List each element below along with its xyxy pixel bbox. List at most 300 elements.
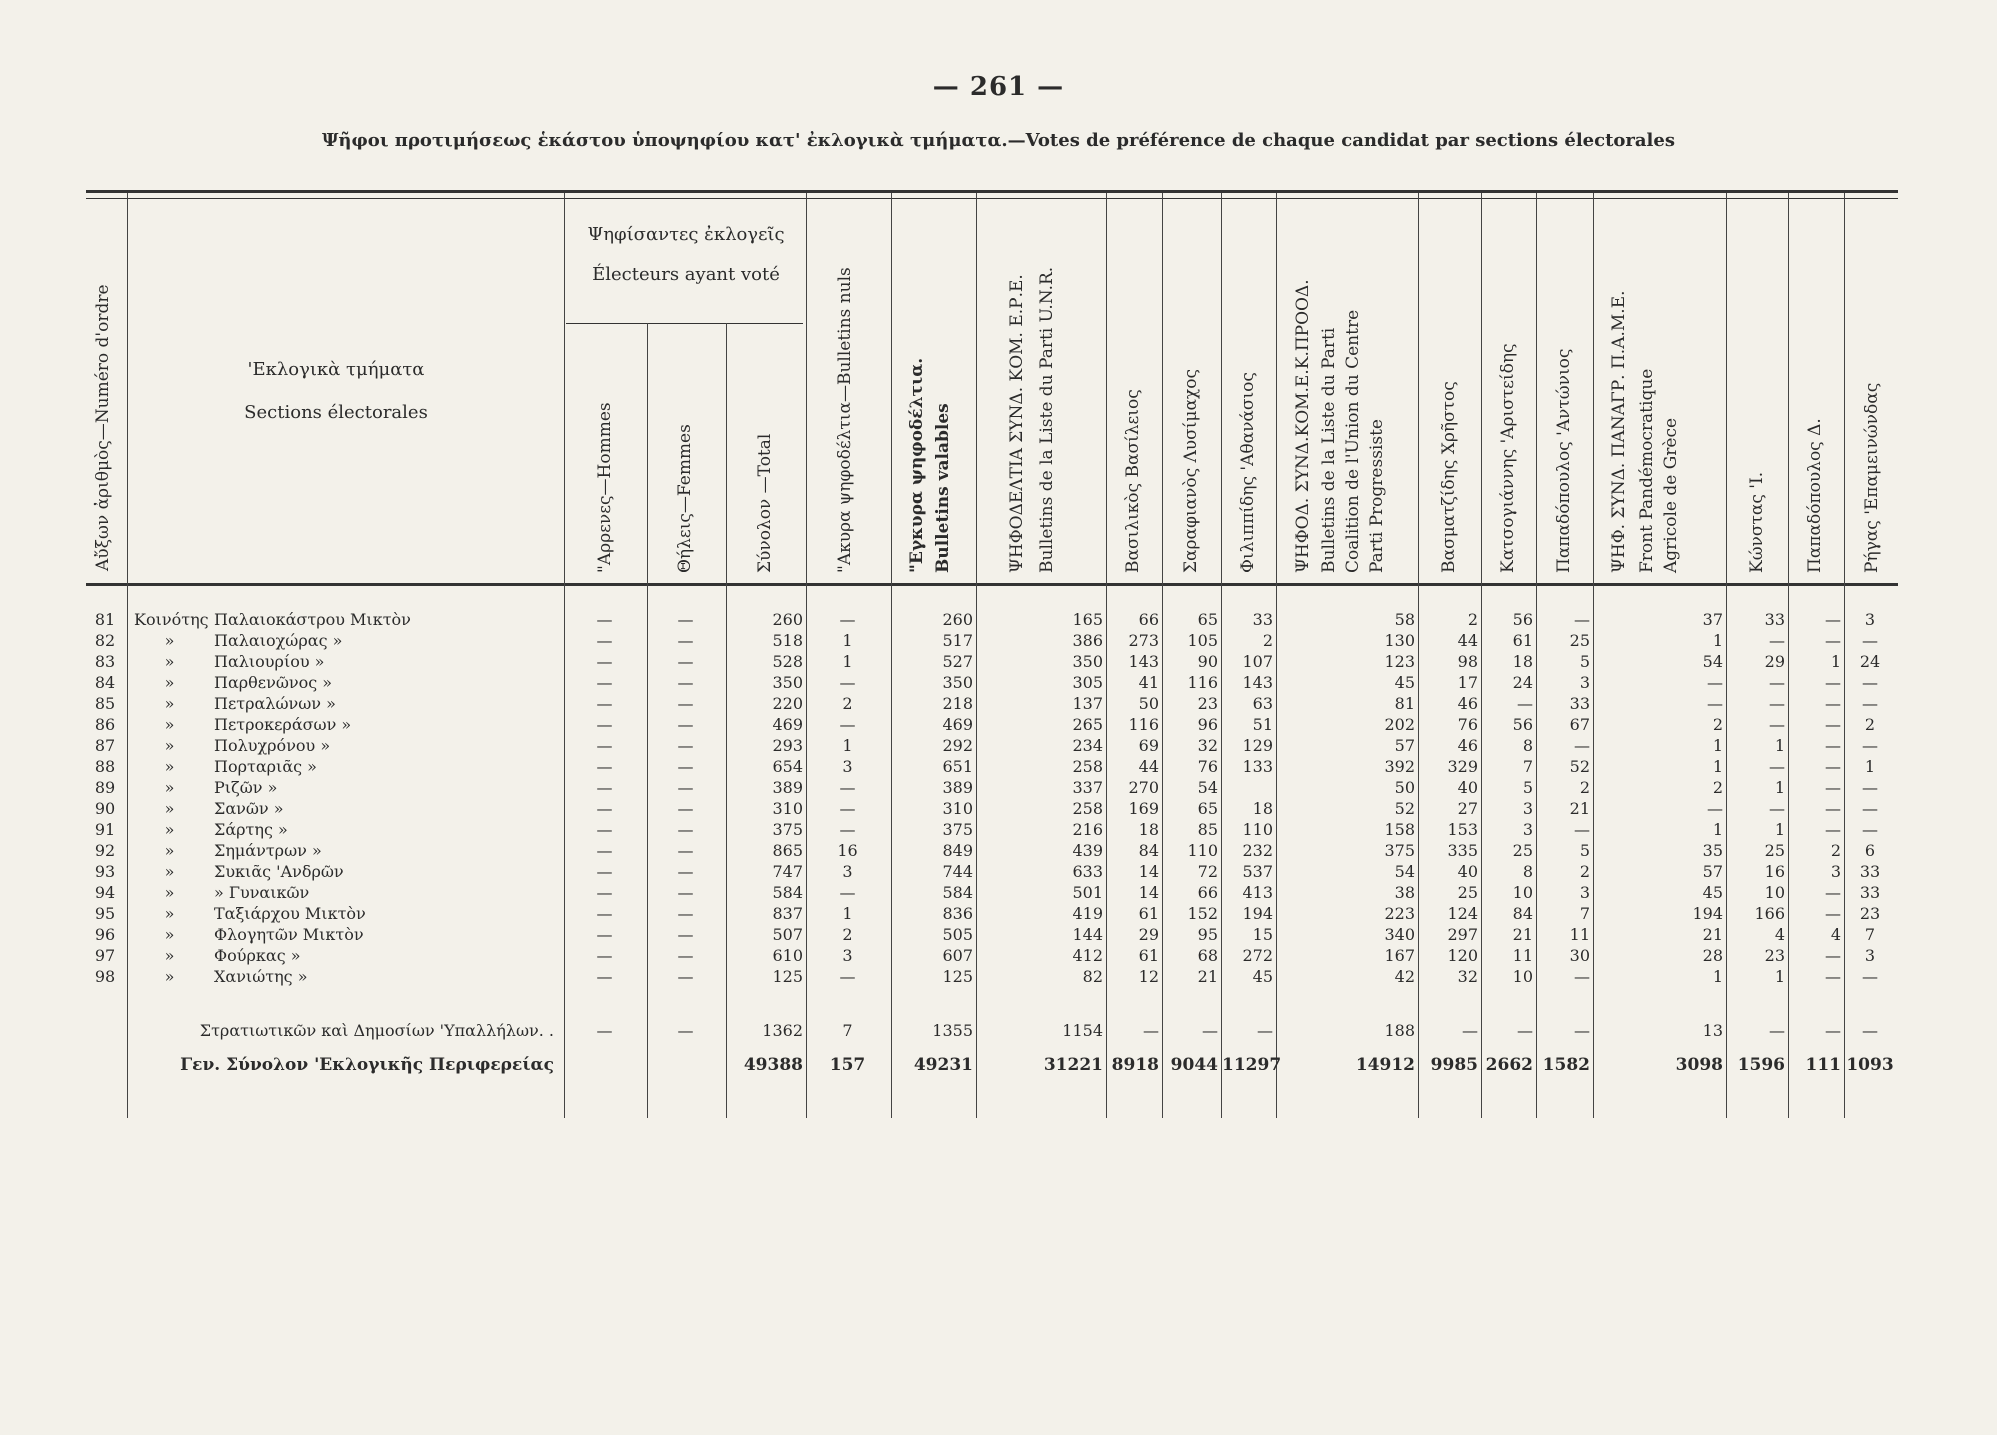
cell-c9: 3 [1864, 946, 1876, 965]
header-ek-4: Parti Progressiste [1367, 419, 1387, 573]
cell-c3: 45 [1252, 967, 1273, 986]
cell-v: 607 [942, 946, 973, 965]
cell-c1: 116 [1128, 715, 1159, 734]
cell-t: 528 [772, 652, 803, 671]
row-prefix: » [164, 652, 175, 671]
cell-c3: 143 [1242, 673, 1273, 692]
cell-c8: — [1825, 904, 1841, 923]
cell-c9: — [1862, 778, 1878, 797]
cell-v: 350 [942, 673, 973, 692]
header-konstas: Κώνστας 'Ι. [1747, 471, 1767, 573]
cell-c6: 3 [1579, 883, 1590, 902]
row-number: 86 [94, 715, 116, 734]
cell-c3: 15 [1252, 925, 1273, 944]
cell-v: 389 [942, 778, 973, 797]
cell-pame: 21 [1702, 925, 1723, 944]
cell-c5: 56 [1512, 610, 1533, 629]
cell-c4: — [1462, 1021, 1478, 1040]
cell-c8: — [1825, 736, 1841, 755]
cell-n: — [839, 820, 856, 839]
cell-c1: 29 [1138, 925, 1159, 944]
cell-c2: — [1202, 1021, 1218, 1040]
cell-c4: 27 [1457, 799, 1478, 818]
cell-t: 375 [772, 820, 803, 839]
cell-n: — [839, 799, 856, 818]
cell-c8: — [1825, 946, 1841, 965]
cell-c1: 8918 [1111, 1055, 1159, 1075]
cell-pame: — [1707, 694, 1723, 713]
section-name: Παλιουρίου » [214, 652, 325, 671]
cell-c4: 9985 [1430, 1055, 1478, 1075]
cell-t: 865 [772, 841, 803, 860]
row-number: 90 [94, 799, 116, 818]
cell-n: 2 [842, 925, 853, 944]
cell-c4: 124 [1447, 904, 1478, 923]
cell-c4: 329 [1447, 757, 1478, 776]
section-name: » Γυναικῶν [214, 883, 310, 902]
section-name: Συκιᾶς 'Ανδρῶν [214, 862, 344, 881]
cell-c3: 51 [1252, 715, 1273, 734]
cell-pame: 28 [1702, 946, 1723, 965]
cell-c4: 17 [1457, 673, 1478, 692]
cell-c9: — [1862, 673, 1878, 692]
cell-f: — [677, 883, 694, 902]
cell-c5: 2662 [1485, 1055, 1533, 1075]
cell-t: 469 [772, 715, 803, 734]
cell-c8: — [1825, 799, 1841, 818]
cell-c3: 537 [1242, 862, 1273, 881]
row-number: 98 [94, 967, 116, 986]
cell-c6: — [1574, 610, 1590, 629]
cell-pame: 37 [1702, 610, 1723, 629]
cell-v: 527 [942, 652, 973, 671]
cell-ere: 258 [1072, 757, 1103, 776]
header-rigas: Ρήγας 'Επαμεινώνδας [1862, 382, 1882, 573]
row-prefix: » [164, 925, 175, 944]
cell-c7: — [1769, 799, 1785, 818]
cell-c8: 111 [1805, 1055, 1841, 1075]
cell-n: 3 [842, 946, 853, 965]
cell-ere: 234 [1072, 736, 1103, 755]
cell-c6: 2 [1579, 862, 1590, 881]
cell-c4: 335 [1447, 841, 1478, 860]
cell-h: — [596, 820, 613, 839]
cell-v: 310 [942, 799, 973, 818]
cell-c2: 76 [1197, 757, 1218, 776]
section-name: Σάρτης » [214, 820, 288, 839]
row-number: 92 [94, 841, 116, 860]
row-number: 89 [94, 778, 116, 797]
cell-c1: 273 [1128, 631, 1159, 650]
cell-c8: 4 [1830, 925, 1841, 944]
cell-c6: — [1574, 736, 1590, 755]
cell-c7: — [1769, 1021, 1785, 1040]
cell-t: 125 [772, 967, 803, 986]
cell-c2: 32 [1197, 736, 1218, 755]
cell-v: 836 [942, 904, 973, 923]
cell-n: 3 [842, 862, 853, 881]
cell-c9: — [1862, 631, 1878, 650]
cell-v: 849 [942, 841, 973, 860]
section-name: Ριζῶν » [214, 778, 278, 797]
cell-c1: 18 [1138, 820, 1159, 839]
cell-c2: 68 [1197, 946, 1218, 965]
cell-ere: 144 [1072, 925, 1103, 944]
row-number: 91 [94, 820, 116, 839]
cell-c4: 25 [1457, 883, 1478, 902]
section-name: Ταξιάρχου Μικτὸν [214, 904, 366, 923]
row-prefix: » [164, 631, 175, 650]
cell-h: — [596, 757, 613, 776]
cell-h: — [596, 967, 613, 986]
header-ordre: Αὔξων ἀριθμὸς—Numéro d'ordre [93, 284, 113, 571]
cell-t: 837 [772, 904, 803, 923]
cell-c2: 54 [1197, 778, 1218, 797]
row-prefix: » [164, 778, 175, 797]
table-row [86, 609, 1898, 630]
cell-c3: — [1257, 1021, 1273, 1040]
cell-f: — [677, 694, 694, 713]
row-prefix: » [164, 883, 175, 902]
cell-n: — [839, 673, 856, 692]
cell-n: — [839, 883, 856, 902]
row-number: 81 [94, 610, 116, 629]
section-name: Σημάντρων » [214, 841, 322, 860]
cell-c2: 95 [1197, 925, 1218, 944]
cell-n: 157 [829, 1055, 866, 1075]
cell-c4: 46 [1457, 736, 1478, 755]
cell-pame: — [1707, 673, 1723, 692]
cell-c9: 1 [1864, 757, 1876, 776]
cell-pame: — [1707, 799, 1723, 818]
cell-t: 310 [772, 799, 803, 818]
cell-c1: 143 [1128, 652, 1159, 671]
header-hommes: "Αρρενες—Hommes [595, 402, 615, 573]
cell-c1: — [1143, 1021, 1159, 1040]
cell-c1: 12 [1138, 967, 1159, 986]
row-prefix: » [164, 946, 175, 965]
cell-ere: 258 [1072, 799, 1103, 818]
page-title: Ψῆφοι προτιμήσεως ἑκάστου ὑποψηφίου κατ' ἐκλογικὰ τμήματα.—Votes de préférence de chaque candidat par sections électorales [322, 130, 1675, 151]
cell-ere: 305 [1072, 673, 1103, 692]
row-prefix: » [164, 820, 175, 839]
row-prefix: » [164, 694, 175, 713]
cell-c6: — [1574, 967, 1590, 986]
cell-f: — [677, 610, 694, 629]
cell-c6: 21 [1569, 799, 1590, 818]
cell-ek: 158 [1384, 820, 1415, 839]
cell-pame: 1 [1712, 967, 1723, 986]
cell-pame: 35 [1702, 841, 1723, 860]
cell-c1: 50 [1138, 694, 1159, 713]
header-valables-fr: Bulletins valables [933, 403, 953, 573]
cell-ere: 216 [1072, 820, 1103, 839]
cell-c8: — [1825, 820, 1841, 839]
cell-c3: 413 [1242, 883, 1273, 902]
section-name: Πορταριᾶς » [214, 757, 317, 776]
header-femmes: Θήλεις—Femmes [675, 424, 695, 573]
cell-c6: 67 [1569, 715, 1590, 734]
cell-c1: 84 [1138, 841, 1159, 860]
cell-c5: 84 [1512, 904, 1533, 923]
cell-n: — [839, 967, 856, 986]
cell-ek: 223 [1384, 904, 1415, 923]
cell-f: — [677, 967, 694, 986]
cell-ek: 52 [1394, 799, 1415, 818]
cell-c1: 61 [1138, 946, 1159, 965]
cell-ere: 82 [1082, 967, 1103, 986]
cell-ek: 38 [1394, 883, 1415, 902]
cell-t: 610 [772, 946, 803, 965]
cell-f: — [677, 631, 694, 650]
cell-n: 7 [842, 1021, 853, 1040]
section-name: Χανιώτης » [214, 967, 308, 986]
cell-c4: 32 [1457, 967, 1478, 986]
cell-f: — [677, 736, 694, 755]
cell-f: — [677, 757, 694, 776]
cell-ek: 375 [1384, 841, 1415, 860]
cell-t: 293 [772, 736, 803, 755]
cell-c8: — [1825, 631, 1841, 650]
cell-f: — [677, 841, 694, 860]
cell-c6: 5 [1579, 652, 1590, 671]
cell-c5: 7 [1522, 757, 1533, 776]
section-name: Σανῶν » [214, 799, 284, 818]
cell-pame: 1 [1712, 757, 1723, 776]
header-pame-3: Agricole de Grèce [1661, 417, 1681, 573]
cell-pame: 1 [1712, 631, 1723, 650]
cell-c7: 10 [1764, 883, 1785, 902]
cell-c5: 25 [1512, 841, 1533, 860]
cell-c2: 9044 [1170, 1055, 1218, 1075]
cell-pame: 54 [1702, 652, 1723, 671]
cell-ere: 439 [1072, 841, 1103, 860]
table-row [86, 714, 1898, 735]
cell-n: 16 [837, 841, 858, 860]
cell-c9: — [1862, 736, 1878, 755]
top-rule [86, 198, 1898, 199]
cell-c5: 24 [1512, 673, 1533, 692]
table-row [86, 693, 1898, 714]
cell-h: — [596, 799, 613, 818]
cell-ek: 392 [1384, 757, 1415, 776]
cell-c1: 14 [1138, 883, 1159, 902]
cell-h: — [596, 778, 613, 797]
cell-c8: 2 [1830, 841, 1841, 860]
cell-h: — [596, 862, 613, 881]
cell-v: 1355 [932, 1021, 973, 1040]
cell-h: — [596, 1021, 613, 1040]
total-row [86, 1055, 1898, 1076]
cell-c5: 3 [1522, 820, 1533, 839]
row-prefix: » [164, 799, 175, 818]
cell-h: — [596, 673, 613, 692]
cell-c5: 56 [1512, 715, 1533, 734]
cell-c5: 61 [1512, 631, 1533, 650]
cell-n: 1 [842, 631, 853, 650]
cell-f: — [677, 820, 694, 839]
cell-ek: 57 [1394, 736, 1415, 755]
cell-c9: 33 [1859, 862, 1881, 881]
cell-c9: — [1862, 694, 1878, 713]
cell-c5: — [1517, 694, 1533, 713]
cell-c7: 1 [1774, 736, 1785, 755]
row-number: 84 [94, 673, 116, 692]
header-sections-fr: Sections électorales [244, 402, 428, 423]
cell-v: 517 [942, 631, 973, 650]
cell-c1: 14 [1138, 862, 1159, 881]
cell-c2: 105 [1187, 631, 1218, 650]
section-name: Πολυχρόνου » [214, 736, 331, 755]
table-row [86, 882, 1898, 903]
header-valables-gr: "Εγκυρα ψηφοδέλτια. [907, 357, 927, 573]
cell-c8: — [1825, 778, 1841, 797]
cell-c7: — [1769, 757, 1785, 776]
cell-ek: 45 [1394, 673, 1415, 692]
cell-ere: 165 [1072, 610, 1103, 629]
cell-pame: 194 [1692, 904, 1723, 923]
cell-c8: — [1825, 694, 1841, 713]
cell-c7: — [1769, 631, 1785, 650]
row-number: 82 [94, 631, 116, 650]
cell-c2: 152 [1187, 904, 1218, 923]
row-number: 93 [94, 862, 116, 881]
cell-pame: 45 [1702, 883, 1723, 902]
cell-c3: 110 [1242, 820, 1273, 839]
cell-ek: 340 [1384, 925, 1415, 944]
cell-t: 654 [772, 757, 803, 776]
header-vasmatzidis: Βασματζίδης Χρῆστος [1439, 381, 1459, 573]
row-number: 85 [94, 694, 116, 713]
cell-h: — [596, 694, 613, 713]
cell-h: — [596, 631, 613, 650]
cell-h: — [596, 946, 613, 965]
cell-c6: 25 [1569, 631, 1590, 650]
header-ere-2: Bulletins de la Liste du Parti U.N.R. [1037, 266, 1057, 573]
cell-c8: — [1825, 757, 1841, 776]
cell-c9: — [1862, 799, 1878, 818]
table-row [86, 903, 1898, 924]
cell-c5: 10 [1512, 883, 1533, 902]
cell-c7: 1 [1774, 967, 1785, 986]
cell-c9: 33 [1859, 883, 1881, 902]
table-row [86, 651, 1898, 672]
cell-c4: 153 [1447, 820, 1478, 839]
table-row [86, 735, 1898, 756]
cell-v: 49231 [913, 1055, 973, 1075]
section-name: Πετραλώνων » [214, 694, 336, 713]
header-ek-1: ΨΗΦΟΔ. ΣΥΝΔ.ΚΟΜ.Ε.Κ.ΠΡΟΟΔ. [1293, 279, 1313, 573]
cell-c9: 7 [1864, 925, 1876, 944]
table-row [86, 861, 1898, 882]
cell-c1: 61 [1138, 904, 1159, 923]
cell-t: 507 [772, 925, 803, 944]
cell-v: 584 [942, 883, 973, 902]
cell-c7: — [1769, 673, 1785, 692]
cell-c5: 10 [1512, 967, 1533, 986]
header-papadopoulos: Παπαδόπουλος 'Αντώνιος [1554, 348, 1574, 573]
row-number: 83 [94, 652, 116, 671]
cell-f: — [677, 673, 694, 692]
cell-c2: 21 [1197, 967, 1218, 986]
header-vasilikos: Βασιλικὸς Βασίλειος [1123, 389, 1143, 573]
row-prefix: » [164, 862, 175, 881]
header-rule [86, 583, 1898, 586]
cell-c1: 169 [1128, 799, 1159, 818]
cell-c6: 5 [1579, 841, 1590, 860]
cell-c3: 194 [1242, 904, 1273, 923]
cell-c9: 1093 [1846, 1055, 1894, 1075]
cell-v: 125 [942, 967, 973, 986]
cell-f: — [677, 652, 694, 671]
table-row [86, 966, 1898, 987]
section-name: Φούρκας » [214, 946, 301, 965]
cell-ere: 419 [1072, 904, 1103, 923]
row-number: 95 [94, 904, 116, 923]
row-prefix: » [164, 757, 175, 776]
cell-pame: 1 [1712, 736, 1723, 755]
table-row [86, 840, 1898, 861]
cell-c8: — [1825, 967, 1841, 986]
header-pame-2: Front Pandémocratique [1637, 368, 1657, 573]
cell-h: — [596, 715, 613, 734]
cell-n: — [839, 610, 856, 629]
cell-f: — [677, 715, 694, 734]
cell-c7: 23 [1764, 946, 1785, 965]
cell-n: — [839, 715, 856, 734]
cell-c4: 46 [1457, 694, 1478, 713]
cell-ek: 81 [1394, 694, 1415, 713]
cell-c5: 3 [1522, 799, 1533, 818]
cell-t: 1362 [762, 1021, 803, 1040]
cell-n: 1 [842, 904, 853, 923]
table-row [86, 777, 1898, 798]
cell-c9: — [1862, 820, 1878, 839]
row-number: 96 [94, 925, 116, 944]
cell-c5: 21 [1512, 925, 1533, 944]
cell-c8: — [1825, 715, 1841, 734]
header-voters-gr: Ψηφίσαντες ἐκλογεῖς [587, 224, 785, 245]
header-total: Σύνολον —Total [755, 433, 775, 573]
cell-h: — [596, 925, 613, 944]
cell-c7: 29 [1764, 652, 1785, 671]
cell-f: — [677, 778, 694, 797]
section-name: Παλαιοκάστρου Μικτὸν [214, 610, 411, 629]
header-ek-3: Coalition de l'Union du Centre [1343, 309, 1363, 573]
cell-v: 744 [942, 862, 973, 881]
header-katsogiannis: Κατσογιάννης 'Αριστείδης [1498, 343, 1518, 573]
cell-v: 469 [942, 715, 973, 734]
cell-c3: 129 [1242, 736, 1273, 755]
cell-c2: 72 [1197, 862, 1218, 881]
table-row [86, 756, 1898, 777]
cell-c4: 2 [1467, 610, 1478, 629]
cell-c4: 40 [1457, 862, 1478, 881]
cell-c6: — [1574, 1021, 1590, 1040]
cell-t: 518 [772, 631, 803, 650]
cell-c9: 23 [1859, 904, 1881, 923]
cell-c8: 1 [1830, 652, 1841, 671]
cell-c6: 1582 [1542, 1055, 1590, 1075]
cell-ere: 337 [1072, 778, 1103, 797]
cell-ek: 50 [1394, 778, 1415, 797]
cell-ek: 14912 [1355, 1055, 1415, 1075]
cell-c7: 1596 [1737, 1055, 1785, 1075]
cell-c3: 63 [1252, 694, 1273, 713]
cell-c3: 18 [1252, 799, 1273, 818]
cell-t: 260 [772, 610, 803, 629]
cell-ek: 42 [1394, 967, 1415, 986]
